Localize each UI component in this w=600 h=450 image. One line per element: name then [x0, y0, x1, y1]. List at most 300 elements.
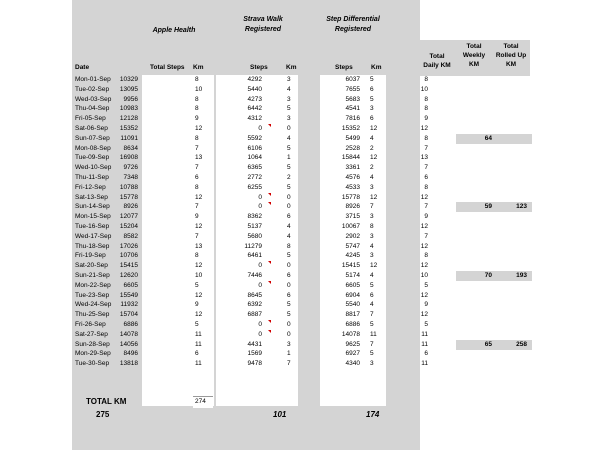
strava-steps-cell[interactable]: 5592	[247, 134, 262, 142]
table-row	[0, 163, 600, 173]
total-daily-km-cell[interactable]: 9	[424, 213, 428, 221]
date-cell[interactable]: Mon-08-Sep	[75, 144, 111, 152]
date-cell[interactable]: Tue-16-Sep	[75, 222, 110, 230]
total-weekly-km-cell[interactable]: 65	[484, 340, 492, 348]
strava-total-km: 101	[273, 410, 287, 419]
apple-steps-cell[interactable]: 14078	[119, 330, 138, 338]
date-cell[interactable]: Tue-30-Sep	[75, 360, 110, 368]
date-cell[interactable]: Tue-23-Sep	[75, 291, 110, 299]
diff-km-cell[interactable]: 3	[370, 213, 374, 221]
apple-km-cell[interactable]: 12	[195, 311, 203, 319]
diff-steps-cell[interactable]: 2528	[345, 144, 360, 152]
diff-km-cell[interactable]: 12	[370, 193, 378, 201]
strava-steps-cell[interactable]: 4292	[247, 76, 262, 83]
diff-km-cell[interactable]: 5	[370, 350, 374, 358]
strava-steps-cell[interactable]: 6255	[247, 183, 262, 191]
date-cell[interactable]: Tue-09-Sep	[75, 154, 110, 162]
apple-km-cell[interactable]: 11	[195, 330, 202, 338]
strava-km-cell[interactable]: 0	[287, 262, 291, 270]
total-rolled-up-km-header: Total Rolled Up KM	[495, 43, 527, 68]
apple-km-cell[interactable]: 10	[195, 85, 203, 93]
apple-steps-cell[interactable]: 11091	[120, 134, 138, 142]
apple-km-cell[interactable]: 7	[195, 144, 199, 152]
total-daily-km-cell[interactable]: 5	[424, 320, 428, 328]
apple-km-cell[interactable]: 7	[195, 164, 199, 172]
comment-indicator	[268, 124, 271, 127]
date-cell[interactable]: Fri-05-Sep	[75, 115, 106, 123]
total-daily-km-cell[interactable]: 9	[424, 301, 428, 309]
date-cell[interactable]: Thu-04-Sep	[75, 105, 110, 113]
table-row	[0, 320, 600, 330]
strava-steps-cell[interactable]: 0	[258, 203, 262, 211]
date-cell[interactable]: Wed-17-Sep	[75, 232, 112, 240]
strava-steps-cell[interactable]: 8362	[247, 213, 262, 221]
total-daily-km-cell[interactable]: 6	[424, 173, 428, 181]
apple-km-cell[interactable]: 6	[195, 173, 199, 181]
strava-km-cell[interactable]: 0	[287, 124, 291, 132]
diff-steps-cell[interactable]: 2902	[345, 232, 360, 240]
total-daily-km-cell[interactable]: 13	[420, 154, 428, 162]
table-row	[0, 104, 600, 114]
diff-km-cell[interactable]: 12	[370, 154, 378, 162]
apple-steps-cell[interactable]: 6605	[123, 281, 138, 289]
date-header: Date	[75, 64, 90, 71]
total-daily-km-cell[interactable]: 8	[424, 183, 428, 191]
strava-km-cell[interactable]: 1	[287, 350, 291, 358]
strava-km-cell[interactable]: 5	[287, 164, 291, 172]
date-cell[interactable]: Mon-01-Sep	[75, 76, 111, 83]
diff-km-cell[interactable]: 4	[370, 134, 374, 142]
diff-km-cell[interactable]: 3	[370, 360, 374, 368]
apple-health-header: Apple Health	[152, 27, 196, 34]
date-cell[interactable]: Fri-19-Sep	[75, 252, 106, 260]
diff-km-cell[interactable]: 6	[370, 291, 374, 299]
strava-km-cell[interactable]: 5	[287, 311, 291, 319]
strava-steps-cell[interactable]: 0	[258, 193, 262, 201]
diff-steps-header: Steps	[335, 64, 353, 71]
diff-steps-cell[interactable]: 4245	[345, 252, 360, 260]
strava-steps-cell[interactable]: 6365	[247, 164, 262, 172]
strava-steps-cell[interactable]: 5680	[247, 232, 262, 240]
strava-km-cell[interactable]: 0	[287, 320, 291, 328]
total-daily-km-cell[interactable]: 10	[420, 85, 428, 93]
date-cell[interactable]: Tue-02-Sep	[75, 85, 110, 93]
apple-steps-cell[interactable]: 13095	[119, 85, 138, 93]
diff-steps-cell[interactable]: 14078	[341, 330, 360, 338]
apple-km-cell[interactable]: 13	[195, 242, 203, 250]
apple-steps-cell[interactable]: 15204	[119, 222, 138, 230]
apple-km-cell[interactable]: 6	[195, 350, 199, 358]
strava-steps-cell[interactable]: 0	[258, 330, 262, 338]
date-cell[interactable]: Sat-06-Sep	[75, 124, 108, 132]
diff-km-cell[interactable]: 4	[370, 301, 374, 309]
date-cell[interactable]: Mon-15-Sep	[75, 213, 111, 221]
apple-km-cell[interactable]: 8	[195, 76, 199, 83]
strava-km-cell[interactable]: 4	[287, 222, 291, 230]
diff-steps-cell[interactable]: 7655	[345, 85, 360, 93]
diff-steps-cell[interactable]: 4576	[345, 173, 360, 181]
strava-km-cell[interactable]: 5	[287, 301, 291, 309]
strava-km-cell[interactable]: 0	[287, 330, 291, 338]
total-daily-km-cell[interactable]: 5	[424, 281, 428, 289]
apple-steps-cell[interactable]: 12620	[119, 271, 138, 279]
apple-km-cell[interactable]: 12	[195, 222, 203, 230]
apple-km-cell[interactable]: 13	[195, 154, 203, 162]
total-daily-km-cell[interactable]: 11	[421, 340, 428, 348]
date-cell[interactable]: Wed-03-Sep	[75, 95, 112, 103]
total-daily-km-cell[interactable]: 7	[424, 144, 428, 152]
apple-km-cell[interactable]: 7	[195, 232, 199, 240]
total-daily-km-cell[interactable]: 8	[424, 76, 428, 83]
strava-steps-cell[interactable]: 0	[258, 281, 262, 289]
apple-km-cell[interactable]: 7	[195, 203, 199, 211]
table-row	[0, 173, 600, 183]
total-daily-km-cell[interactable]: 8	[424, 95, 428, 103]
total-weekly-km-cell[interactable]: 59	[484, 203, 492, 211]
table-row	[0, 202, 600, 212]
apple-steps-cell[interactable]: 15704	[119, 311, 138, 319]
diff-steps-cell[interactable]: 5540	[345, 301, 360, 309]
apple-km-cell[interactable]: 8	[195, 252, 199, 260]
diff-steps-cell[interactable]: 15778	[341, 193, 360, 201]
table-row	[0, 261, 600, 271]
apple-km-cell[interactable]: 11	[195, 340, 202, 348]
diff-steps-cell[interactable]: 9625	[345, 340, 360, 348]
diff-steps-cell[interactable]: 4541	[345, 105, 360, 113]
strava-steps-cell[interactable]: 0	[258, 320, 262, 328]
comment-indicator	[268, 320, 271, 323]
total-daily-km-cell[interactable]: 7	[424, 164, 428, 172]
table-row	[0, 271, 600, 281]
diff-steps-cell[interactable]: 8926	[345, 203, 360, 211]
table-row	[0, 359, 600, 369]
total-daily-km-cell[interactable]: 7	[424, 203, 428, 211]
apple-steps-cell[interactable]: 14056	[119, 340, 138, 348]
total-daily-km-cell[interactable]: 12	[420, 311, 428, 319]
table-row	[0, 183, 600, 193]
apple-steps-cell[interactable]: 10983	[119, 105, 138, 113]
strava-km-cell[interactable]: 4	[287, 232, 291, 240]
strava-km-cell[interactable]: 5	[287, 105, 291, 113]
diff-steps-cell[interactable]: 5747	[345, 242, 360, 250]
diff-km-cell[interactable]: 4	[370, 242, 374, 250]
diff-steps-cell[interactable]: 8817	[345, 311, 360, 319]
apple-km-cell[interactable]: 9	[195, 301, 199, 309]
date-cell[interactable]: Sun-28-Sep	[75, 340, 110, 348]
table-row	[0, 212, 600, 222]
diff-km-cell[interactable]: 7	[370, 340, 374, 348]
diff-km-cell[interactable]: 5	[370, 281, 374, 289]
total-weekly-km-header: Total Weekly KM	[462, 43, 486, 68]
total-daily-km-cell[interactable]: 12	[420, 242, 428, 250]
apple-km-cell[interactable]: 12	[195, 291, 203, 299]
date-cell[interactable]: Thu-25-Sep	[75, 311, 110, 319]
date-cell[interactable]: Wed-10-Sep	[75, 164, 112, 172]
apple-steps-cell[interactable]: 8634	[123, 144, 138, 152]
total-daily-km-cell[interactable]: 6	[424, 350, 428, 358]
apple-km-cell[interactable]: 11	[195, 360, 202, 368]
strava-km-cell[interactable]: 4	[287, 134, 291, 142]
strava-km-cell[interactable]: 4	[287, 85, 291, 93]
table-row	[0, 251, 600, 261]
diff-km-cell[interactable]: 3	[370, 252, 374, 260]
apple-steps-cell[interactable]: 8582	[123, 232, 138, 240]
table-row	[0, 242, 600, 252]
diff-km-cell[interactable]: 11	[370, 330, 377, 338]
diff-steps-cell[interactable]: 6605	[345, 281, 360, 289]
diff-steps-cell[interactable]: 15844	[341, 154, 360, 162]
comment-indicator	[268, 330, 271, 333]
data-rows	[0, 75, 600, 369]
table-row	[0, 75, 600, 85]
strava-steps-cell[interactable]: 6887	[247, 311, 262, 319]
strava-steps-cell[interactable]: 11279	[244, 242, 262, 250]
strava-steps-cell[interactable]: 0	[258, 124, 262, 132]
total-daily-km-header: Total Daily KM	[423, 53, 451, 69]
apple-steps-cell[interactable]: 7348	[123, 173, 138, 181]
table-row	[0, 193, 600, 203]
apple-steps-cell[interactable]: 12077	[119, 213, 138, 221]
diff-steps-cell[interactable]: 5499	[345, 134, 360, 142]
table-row	[0, 95, 600, 105]
total-daily-km-cell[interactable]: 8	[424, 134, 428, 142]
strava-steps-cell[interactable]: 8645	[247, 291, 262, 299]
strava-km-cell[interactable]: 8	[287, 242, 291, 250]
apple-total-km: 275	[96, 410, 110, 419]
total-weekly-km-cell[interactable]: 70	[484, 271, 492, 279]
table-row	[0, 232, 600, 242]
total-daily-km-cell[interactable]: 11	[421, 330, 428, 338]
diff-km-header: Km	[371, 64, 382, 71]
apple-steps-cell[interactable]: 8496	[123, 350, 138, 358]
table-row	[0, 281, 600, 291]
table-row	[0, 153, 600, 163]
strava-steps-cell[interactable]: 1569	[247, 350, 262, 358]
total-daily-km-cell[interactable]: 12	[420, 222, 428, 230]
apple-km-cell[interactable]: 8	[195, 134, 199, 142]
apple-km-header: Km	[193, 64, 204, 71]
date-cell[interactable]: Thu-11-Sep	[75, 173, 109, 181]
strava-km-cell[interactable]: 3	[287, 340, 291, 348]
apple-km-cell[interactable]: 8	[195, 95, 199, 103]
table-row	[0, 340, 600, 350]
strava-km-cell[interactable]: 5	[287, 144, 291, 152]
apple-steps-cell[interactable]: 17026	[119, 242, 138, 250]
strava-steps-header: Steps	[250, 64, 268, 71]
diff-steps-cell[interactable]: 3715	[345, 213, 360, 221]
strava-header: Strava Walk Registered	[243, 16, 283, 33]
strava-km-cell[interactable]: 5	[287, 252, 291, 260]
strava-km-header: Km	[286, 64, 297, 71]
diff-km-cell[interactable]: 6	[370, 115, 374, 123]
diff-steps-cell[interactable]: 15352	[341, 124, 360, 132]
strava-km-cell[interactable]: 0	[287, 203, 291, 211]
diff-km-cell[interactable]: 2	[370, 144, 374, 152]
apple-km-cell[interactable]: 9	[195, 115, 199, 123]
table-row	[0, 310, 600, 320]
strava-km-cell[interactable]: 3	[287, 95, 291, 103]
date-cell[interactable]: Mon-29-Sep	[75, 350, 111, 358]
diff-km-cell[interactable]: 8	[370, 222, 374, 230]
total-daily-km-cell[interactable]: 12	[420, 262, 428, 270]
apple-steps-cell[interactable]: 15778	[119, 193, 138, 201]
total-daily-km-cell[interactable]: 12	[420, 291, 428, 299]
date-cell[interactable]: Sun-14-Sep	[75, 203, 110, 211]
date-cell[interactable]: Sun-07-Sep	[75, 134, 110, 142]
apple-steps-header: Total Steps	[150, 64, 185, 71]
strava-km-cell[interactable]: 5	[287, 183, 291, 191]
apple-steps-cell[interactable]: 11932	[120, 301, 138, 309]
strava-steps-cell[interactable]: 2772	[247, 173, 262, 181]
strava-steps-cell[interactable]: 7446	[247, 271, 262, 279]
table-row	[0, 330, 600, 340]
total-km-label: TOTAL KM	[86, 397, 127, 406]
strava-km-cell[interactable]: 1	[287, 154, 291, 162]
strava-km-cell[interactable]: 3	[287, 76, 291, 83]
date-cell[interactable]: Sat-13-Sep	[75, 193, 108, 201]
strava-steps-cell[interactable]: 6106	[247, 144, 262, 152]
strava-steps-cell[interactable]: 5440	[247, 85, 262, 93]
total-rolled-up-km-cell[interactable]: 258	[516, 340, 527, 348]
diff-steps-cell[interactable]: 4533	[345, 183, 360, 191]
strava-km-cell[interactable]: 6	[287, 291, 291, 299]
apple-steps-cell[interactable]: 15549	[119, 291, 138, 299]
strava-km-cell[interactable]: 3	[287, 115, 291, 123]
date-cell[interactable]: Thu-18-Sep	[75, 242, 110, 250]
total-rolled-up-km-cell[interactable]: 123	[516, 203, 527, 211]
table-row	[0, 222, 600, 232]
apple-km-sum: 274	[195, 398, 206, 405]
strava-steps-cell[interactable]: 5137	[247, 222, 262, 230]
diff-km-cell[interactable]: 12	[370, 262, 378, 270]
diff-km-cell[interactable]: 2	[370, 164, 374, 172]
diff-steps-cell[interactable]: 6904	[345, 291, 360, 299]
strava-steps-cell[interactable]: 1064	[247, 154, 262, 162]
diff-km-cell[interactable]: 7	[370, 203, 374, 211]
total-daily-km-cell[interactable]: 11	[421, 360, 428, 368]
apple-km-cell[interactable]: 12	[195, 193, 203, 201]
date-cell[interactable]: Wed-24-Sep	[75, 301, 112, 309]
table-row	[0, 291, 600, 301]
apple-km-cell[interactable]: 8	[195, 105, 199, 113]
diff-steps-cell[interactable]: 10067	[341, 222, 360, 230]
diff-km-cell[interactable]: 6	[370, 85, 374, 93]
diff-km-cell[interactable]: 3	[370, 232, 374, 240]
strava-steps-cell[interactable]: 4431	[247, 340, 262, 348]
apple-steps-cell[interactable]: 15415	[119, 262, 138, 270]
table-row	[0, 85, 600, 95]
apple-steps-cell[interactable]: 16908	[119, 154, 138, 162]
total-daily-km-cell[interactable]: 10	[420, 271, 428, 279]
date-cell[interactable]: Fri-26-Sep	[75, 320, 106, 328]
comment-indicator	[268, 193, 271, 196]
strava-steps-cell[interactable]: 0	[258, 262, 262, 270]
total-rolled-up-km-cell[interactable]: 193	[516, 271, 527, 279]
apple-steps-cell[interactable]: 9726	[123, 164, 138, 172]
table-row	[0, 124, 600, 134]
total-daily-km-cell[interactable]: 12	[420, 124, 428, 132]
comment-indicator	[268, 261, 271, 264]
diff-steps-cell[interactable]: 6927	[345, 350, 360, 358]
diff-km-cell[interactable]: 5	[370, 76, 374, 83]
diff-steps-cell[interactable]: 6886	[345, 320, 360, 328]
strava-km-cell[interactable]: 6	[287, 271, 291, 279]
diff-km-cell[interactable]: 12	[370, 124, 378, 132]
strava-km-cell[interactable]: 7	[287, 360, 291, 368]
strava-steps-cell[interactable]: 4273	[247, 95, 262, 103]
apple-steps-cell[interactable]: 10706	[119, 252, 138, 260]
apple-km-cell[interactable]: 5	[195, 281, 199, 289]
date-cell[interactable]: Sun-21-Sep	[75, 271, 110, 279]
diff-km-cell[interactable]: 3	[370, 105, 374, 113]
strava-km-cell[interactable]: 6	[287, 213, 291, 221]
apple-steps-cell[interactable]: 10329	[119, 76, 138, 83]
diff-km-cell[interactable]: 3	[370, 183, 374, 191]
diff-steps-cell[interactable]: 6037	[345, 76, 360, 83]
comment-indicator	[268, 202, 271, 205]
diff-steps-cell[interactable]: 4340	[345, 360, 360, 368]
diff-steps-cell[interactable]: 5683	[345, 95, 360, 103]
apple-steps-cell[interactable]: 8926	[123, 203, 138, 211]
total-daily-km-cell[interactable]: 9	[424, 115, 428, 123]
diff-km-cell[interactable]: 5	[370, 320, 374, 328]
diff-steps-cell[interactable]: 3361	[345, 164, 360, 172]
total-daily-km-cell[interactable]: 8	[424, 252, 428, 260]
diff-steps-cell[interactable]: 15415	[341, 262, 360, 270]
apple-steps-cell[interactable]: 6886	[123, 320, 138, 328]
apple-steps-cell[interactable]: 9956	[123, 95, 138, 103]
apple-km-cell[interactable]: 10	[195, 271, 203, 279]
diff-km-cell[interactable]: 5	[370, 95, 374, 103]
comment-indicator	[268, 281, 271, 284]
table-row	[0, 349, 600, 359]
diff-steps-cell[interactable]: 5174	[345, 271, 360, 279]
date-cell[interactable]: Sat-20-Sep	[75, 262, 108, 270]
strava-km-cell[interactable]: 0	[287, 281, 291, 289]
table-row	[0, 144, 600, 154]
step-differential-header: Step Differential Registered	[326, 16, 380, 33]
total-weekly-km-cell[interactable]: 64	[484, 134, 492, 142]
strava-km-cell[interactable]: 0	[287, 193, 291, 201]
strava-steps-cell[interactable]: 6461	[247, 252, 262, 260]
diff-steps-cell[interactable]: 7816	[345, 115, 360, 123]
date-cell[interactable]: Mon-22-Sep	[75, 281, 111, 289]
diff-km-cell[interactable]: 4	[370, 271, 374, 279]
total-daily-km-cell[interactable]: 7	[424, 232, 428, 240]
apple-km-cell[interactable]: 12	[195, 124, 203, 132]
date-cell[interactable]: Fri-12-Sep	[75, 183, 106, 191]
strava-steps-cell[interactable]: 6442	[247, 105, 262, 113]
table-row	[0, 134, 600, 144]
strava-km-cell[interactable]: 2	[287, 173, 291, 181]
date-cell[interactable]: Sat-27-Sep	[75, 330, 108, 338]
apple-steps-cell[interactable]: 12128	[119, 115, 138, 123]
diff-km-cell[interactable]: 7	[370, 311, 374, 319]
diff-km-cell[interactable]: 4	[370, 173, 374, 181]
apple-km-cell[interactable]: 5	[195, 320, 199, 328]
apple-steps-cell[interactable]: 13818	[119, 360, 138, 368]
strava-steps-cell[interactable]: 9478	[247, 360, 262, 368]
apple-steps-cell[interactable]: 15352	[119, 124, 138, 132]
apple-km-cell[interactable]: 12	[195, 262, 203, 270]
apple-km-cell[interactable]: 9	[195, 213, 199, 221]
apple-steps-cell[interactable]: 10788	[119, 183, 138, 191]
strava-steps-cell[interactable]: 4312	[247, 115, 262, 123]
strava-steps-cell[interactable]: 6392	[247, 301, 262, 309]
total-daily-km-cell[interactable]: 12	[420, 193, 428, 201]
total-daily-km-cell[interactable]: 8	[424, 105, 428, 113]
apple-km-cell[interactable]: 8	[195, 183, 199, 191]
